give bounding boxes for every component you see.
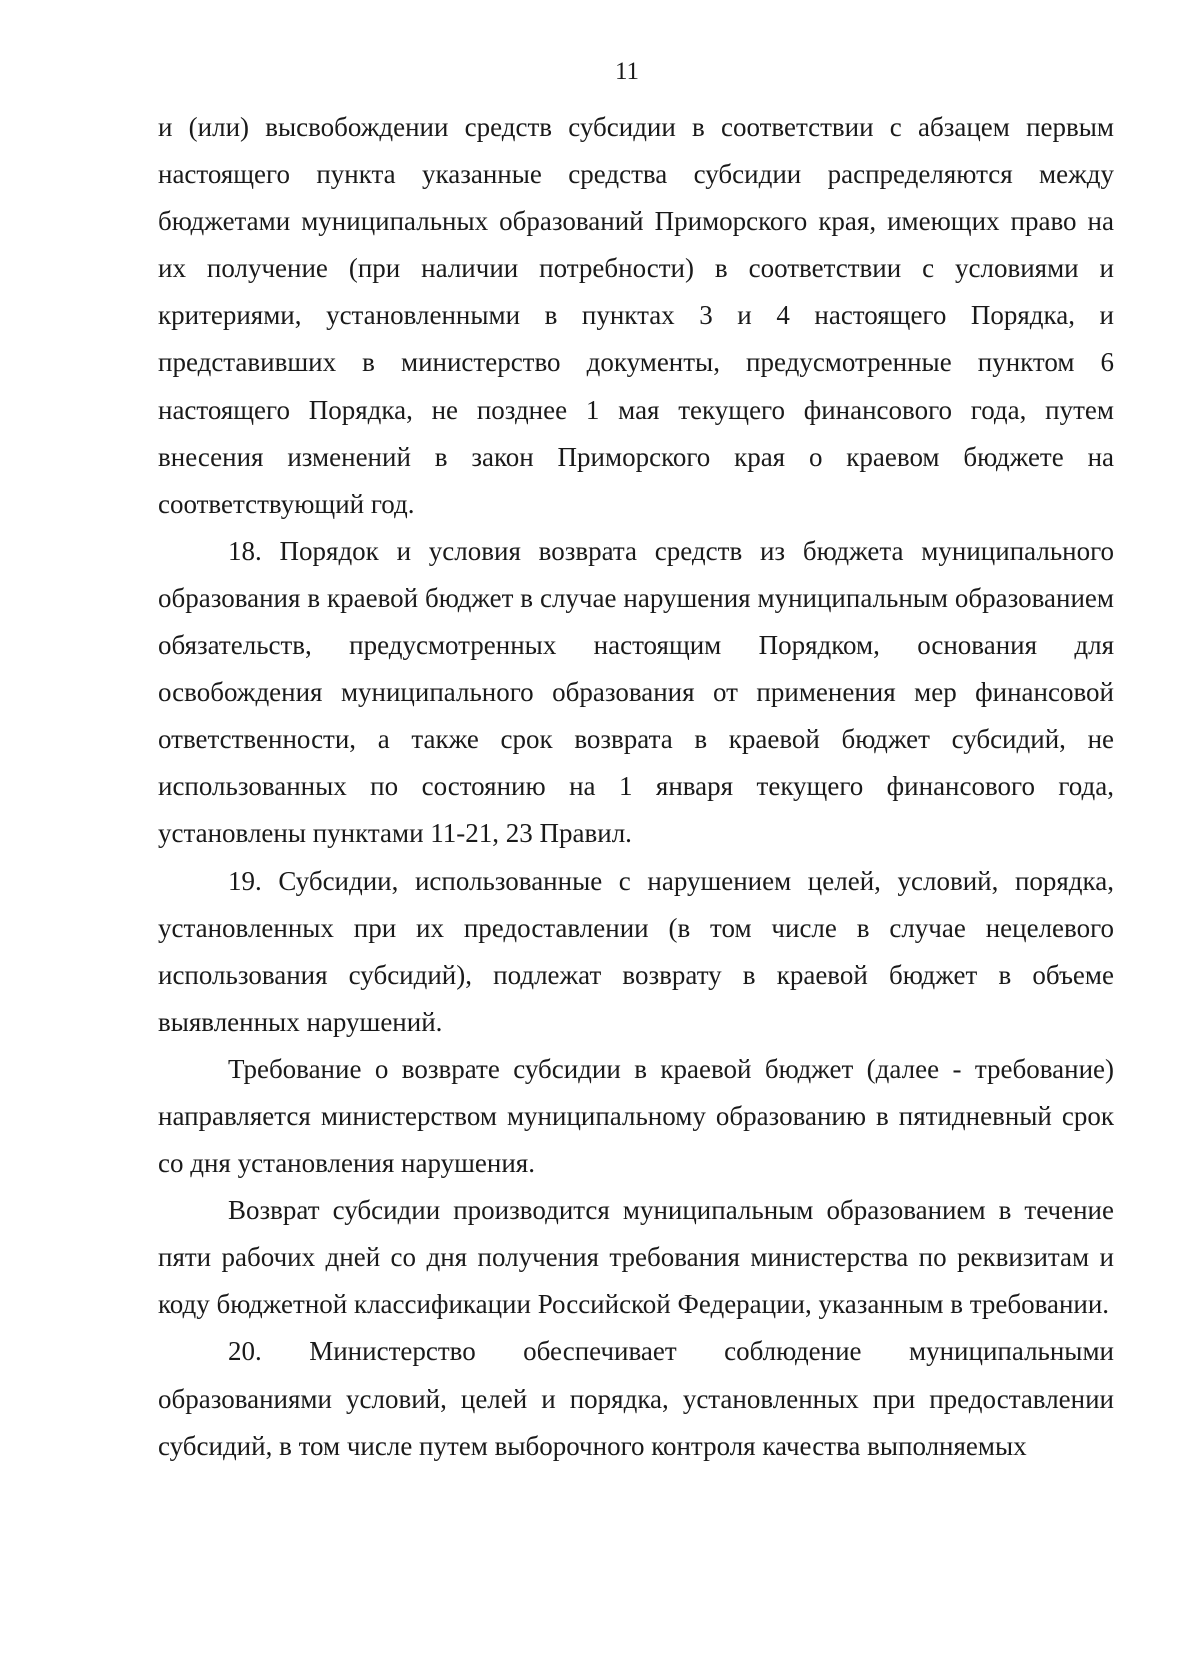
paragraph-18: 18. Порядок и условия возврата средств из бюджета муниципального образования в краевой бюджет в случае нарушения муниципальным образованием обязательств, предусмотренных настоящим Порядком, основания для освобождения муниципального образования от применения мер финансовой ответственности, а также срок возврата в краевой бюджет субсидий, не использованных по состоянию на 1 января текущего финансового года, установлены пунктами 11-21, 23 Правил. bbox=[158, 535, 1114, 849]
page-number: 11 bbox=[614, 58, 640, 85]
document-body bbox=[158, 104, 1114, 1470]
paragraph-20: 20. Министерство обеспечивает соблюдение муниципальными образованиями условий, целей и порядка, установленных при предоставлении субсидий, в том числе путем выборочного контроля качества выполняемых bbox=[158, 1336, 1114, 1461]
paragraph-19-return: Возврат субсидии производится муниципальным образованием в течение пяти рабочих дней со дня получения требования министерства по реквизитам и коду бюджетной классификации Российской Федерации, указанным в требовании. bbox=[158, 1195, 1114, 1320]
paragraph-19-requirement: Требование о возврате субсидии в краевой бюджет (далее - требование) направляется министерством муниципальному образованию в пятидневный срок со дня установления нарушения. bbox=[158, 1053, 1114, 1179]
paragraph-19: 19. Субсидии, использованные с нарушением целей, условий, порядка, установленных при их предоставлении (в том числе в случае нецелевого использования субсидий), подлежат возврату в краевой бюджет в объеме выявленных нарушений. bbox=[158, 865, 1114, 1037]
paragraph-continuation: и (или) высвобождении средств субсидии в соответствии с абзацем первым настоящего пункта указанные средства субсидии распределяются между бюджетами муниципальных образований Приморского края, имеющих право на их получение (при наличии потребности) в соответствии с условиями и критериями, установленными в пунктах 3 и 4 настоящего Порядка, и представивших в министерство документы, предусмотренные пунктом 6 настоящего Порядка, не позднее 1 мая текущего финансового года, путем внесения изменений в закон Приморского края о краевом бюджете на соответствующий год. bbox=[158, 112, 1114, 519]
